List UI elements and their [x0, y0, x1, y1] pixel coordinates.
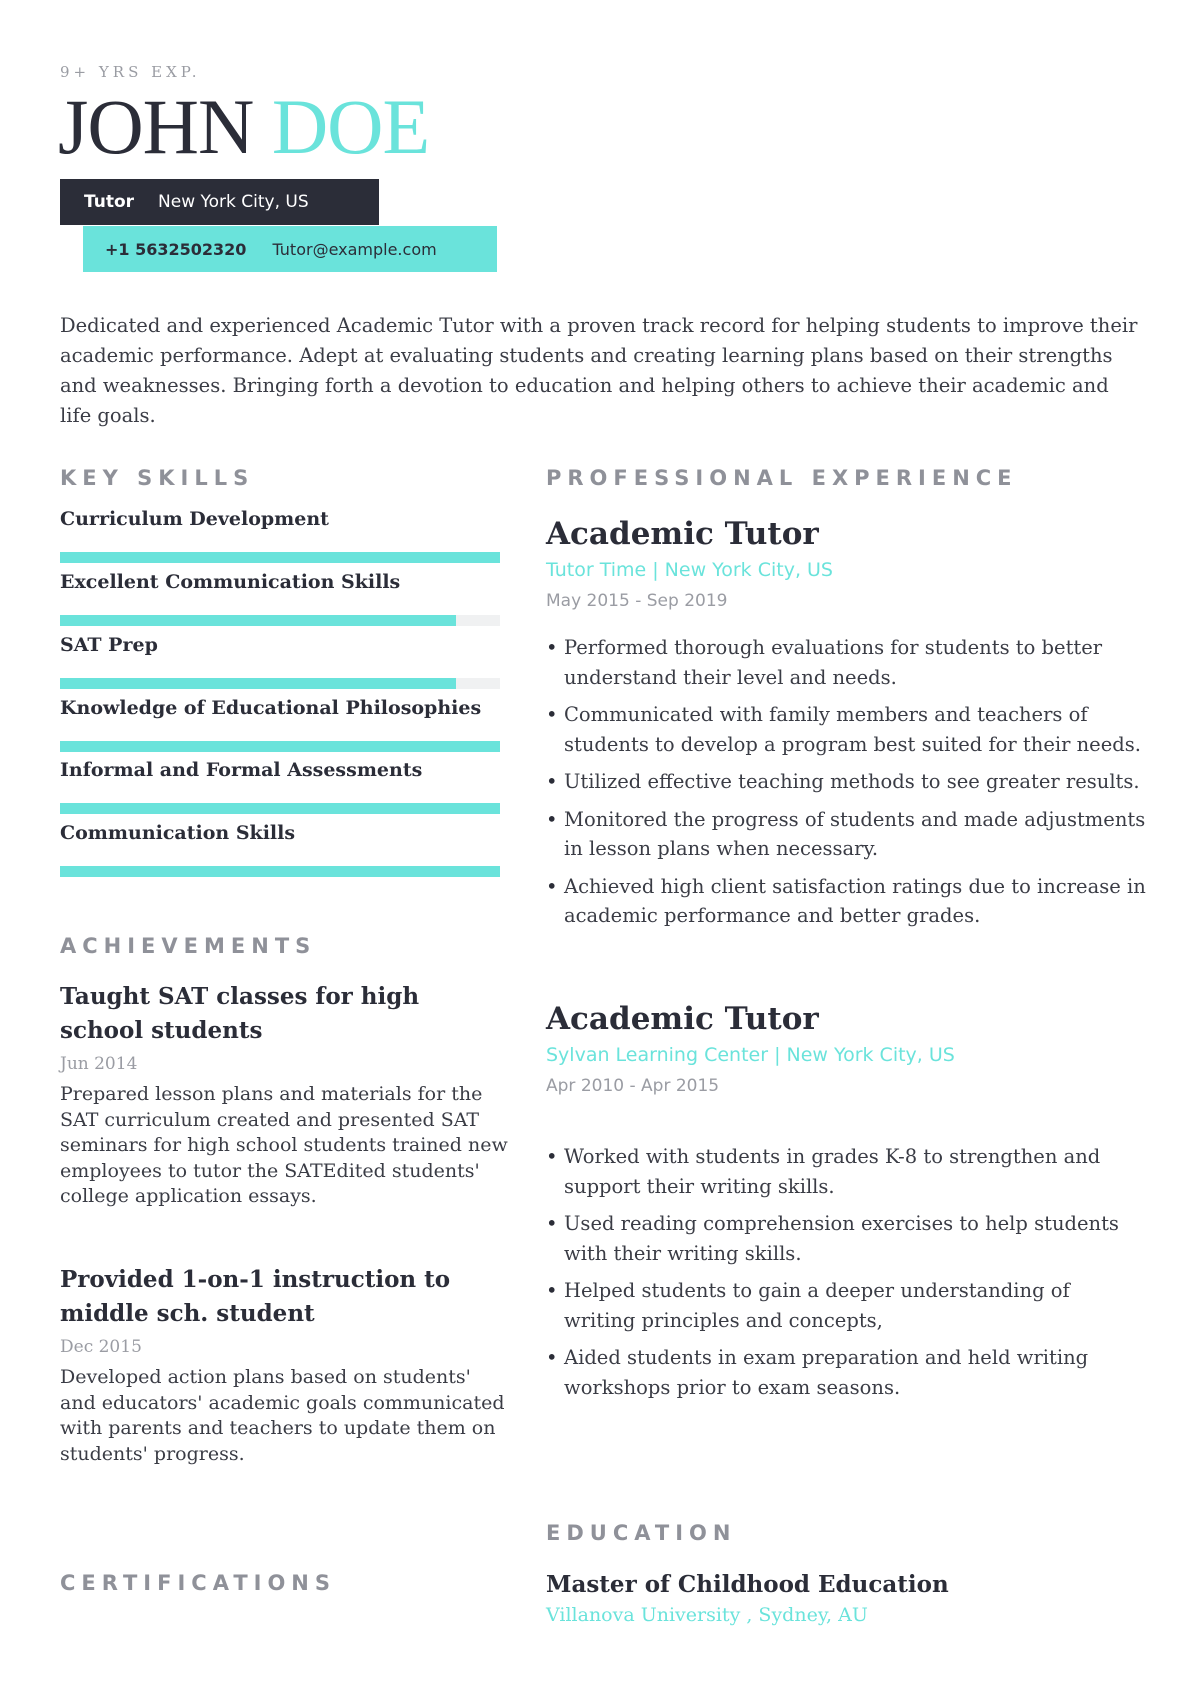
skill-bar	[60, 678, 500, 689]
list-item: • Communicated with family members and teachers of students to develop a program best suited for their needs.	[546, 700, 1146, 759]
summary: Dedicated and experienced Academic Tutor with a proven track record for helping students to improve their academic performance. Adept at evaluating students and creating learning plans based on their strengths and weaknesses. Bringing forth a devotion to education and helping others to achieve their academic and life goals.	[60, 314, 1138, 427]
email-address[interactable]: Tutor@example.com	[272, 239, 437, 259]
skill-label: Excellent Communication Skills	[60, 571, 401, 593]
job-entry	[546, 1000, 1146, 1410]
contact-bar	[83, 226, 497, 272]
skill-bar	[60, 615, 500, 626]
bullet-icon: •	[546, 1212, 558, 1235]
bullet-icon: •	[546, 1346, 558, 1369]
list-item: • Performed thorough evaluations for students to better understand their level and needs.	[546, 633, 1146, 692]
list-item: • Aided students in exam preparation and held writing workshops prior to exam seasons.	[546, 1343, 1146, 1402]
skill-bar	[60, 803, 500, 814]
experience-years: 9+ YRS EXP.	[60, 63, 201, 81]
achievement-title: Provided 1-on-1 instruction to middle sch. student	[60, 1266, 451, 1327]
skill-label: Communication Skills	[60, 822, 296, 844]
achievement-description: Developed action plans based on students' and educators' academic goals communicated with parents and teachers to update them on students' progress.	[60, 1366, 505, 1465]
certifications-heading: CERTIFICATIONS	[60, 1571, 337, 1595]
job-company: Tutor Time | New York City, US	[546, 559, 833, 581]
skill-bar	[60, 552, 500, 563]
job-dates: Apr 2010 - Apr 2015	[546, 1076, 720, 1096]
education-degree: Master of Childhood Education	[546, 1571, 949, 1598]
skills-heading: KEY SKILLS	[60, 466, 255, 490]
achievement-description: Prepared lesson plans and materials for the SAT curriculum created and presented SAT seminars for high school students trained new employees to tutor the SATEdited students' college application essays.	[60, 1083, 508, 1207]
location: New York City, US	[158, 192, 309, 212]
last-name: DOE	[271, 83, 430, 170]
list-item: • Utilized effective teaching methods to see greater results.	[546, 767, 1146, 797]
skill-item	[60, 759, 500, 814]
job-company: Sylvan Learning Center | New York City, US	[546, 1044, 955, 1066]
list-item: • Helped students to gain a deeper understanding of writing principles and concepts,	[546, 1276, 1146, 1335]
skill-bar-fill	[60, 866, 500, 877]
achievement-title: Taught SAT classes for high school students	[60, 983, 420, 1044]
education-heading: EDUCATION	[546, 1521, 737, 1545]
skill-bar-fill	[60, 552, 500, 563]
list-item: • Worked with students in grades K-8 to strengthen and support their writing skills.	[546, 1142, 1146, 1201]
job-bullets	[546, 1142, 1146, 1402]
bullet-icon: •	[546, 770, 558, 793]
candidate-name	[58, 83, 430, 170]
skill-label: Informal and Formal Assessments	[60, 759, 423, 781]
skill-label: SAT Prep	[60, 634, 158, 656]
skill-label: Curriculum Development	[60, 508, 329, 530]
education-school: Villanova University , Sydney, AU	[546, 1604, 868, 1626]
skill-bar	[60, 866, 500, 877]
achievement-date: Dec 2015	[60, 1337, 142, 1357]
bullet-icon: •	[546, 874, 558, 898]
job-role: Academic Tutor	[546, 516, 819, 552]
bullet-icon: •	[546, 807, 558, 831]
list-item: • Achieved high client satisfaction ratings due to increase in academic performance and better grades.	[546, 872, 1146, 931]
first-name: JOHN	[58, 83, 254, 170]
list-item: • Used reading comprehension exercises to help students with their writing skills.	[546, 1209, 1146, 1268]
experience-heading: PROFESSIONAL EXPERIENCE	[546, 466, 1018, 490]
phone-number[interactable]: +1 5632502320	[105, 239, 247, 259]
title-location-bar	[60, 179, 379, 225]
skill-bar-fill	[60, 741, 500, 752]
education-entry	[546, 1571, 1146, 1626]
skill-item	[60, 508, 500, 563]
skill-item	[60, 571, 500, 626]
job-bullets	[546, 633, 1146, 931]
achievement-item	[60, 980, 510, 1210]
skill-bar-fill	[60, 678, 456, 689]
skill-item	[60, 697, 500, 752]
job-role: Academic Tutor	[546, 1001, 819, 1037]
achievement-date: Jun 2014	[60, 1054, 138, 1074]
skill-label: Knowledge of Educational Philosophies	[60, 697, 482, 719]
job-title: Tutor	[84, 192, 135, 212]
bullet-icon: •	[546, 1279, 558, 1302]
job-entry	[546, 515, 1146, 939]
bullet-icon: •	[546, 703, 558, 726]
skill-item	[60, 822, 500, 877]
bullet-icon: •	[546, 1145, 558, 1168]
job-dates: May 2015 - Sep 2019	[546, 591, 728, 611]
bullet-icon: •	[546, 636, 558, 659]
skill-bar-fill	[60, 803, 500, 814]
skill-item	[60, 634, 500, 689]
achievements-heading: ACHIEVEMENTS	[60, 934, 317, 958]
skill-bar-fill	[60, 615, 456, 626]
skill-bar	[60, 741, 500, 752]
list-item: • Monitored the progress of students and made adjustments in lesson plans when necessary.	[546, 805, 1146, 864]
achievement-item	[60, 1263, 510, 1467]
